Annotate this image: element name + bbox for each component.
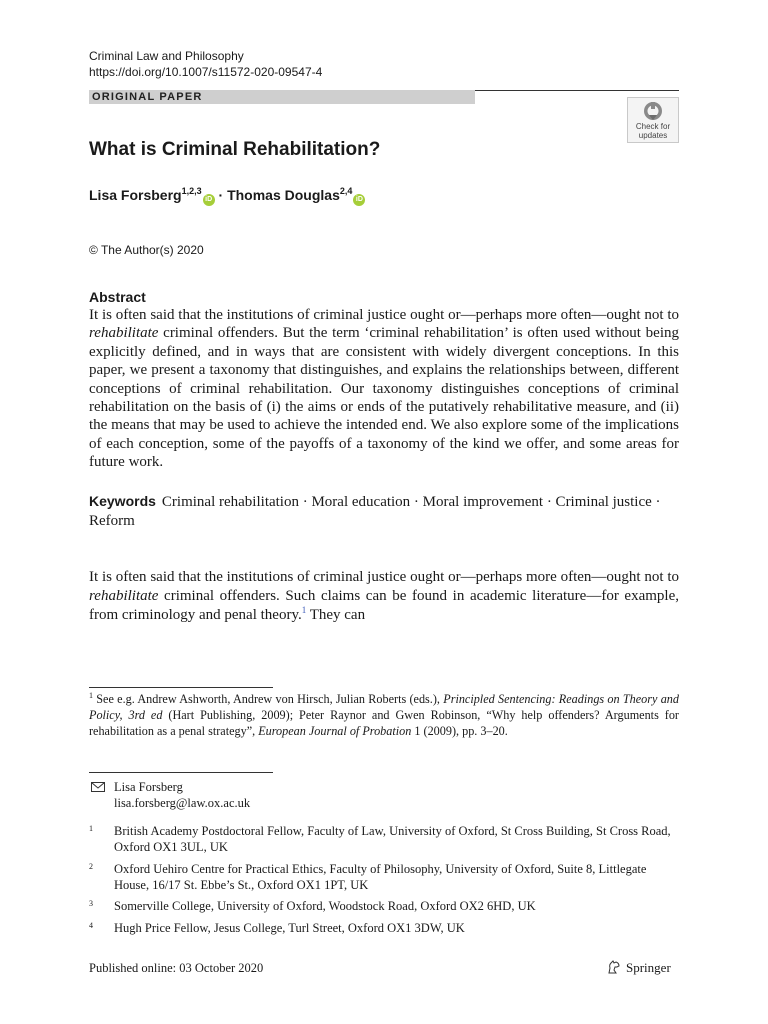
footnote-text-segment: See e.g. Andrew Ashworth, Andrew von Hirsch, Julian Roberts (eds.), bbox=[93, 692, 444, 706]
publisher-name: Springer bbox=[626, 960, 671, 975]
footnote-ref-link[interactable]: 1 bbox=[301, 604, 307, 615]
keywords-label: Keywords bbox=[89, 493, 156, 509]
body-text-segment: They can bbox=[306, 606, 366, 623]
abstract-text bbox=[89, 306, 679, 472]
author-separator: · bbox=[218, 187, 224, 203]
footnote bbox=[89, 691, 679, 739]
envelope-icon bbox=[91, 782, 105, 792]
doi-link[interactable]: https://doi.org/10.1007/s11572-020-09547-4 bbox=[89, 65, 323, 79]
check-updates-line: updates bbox=[638, 131, 668, 140]
affiliation-text: Hugh Price Fellow, Jesus College, Turl Street, Oxford OX1 3DW, UK bbox=[114, 921, 465, 935]
abstract-emphasis: rehabilitate bbox=[89, 325, 159, 342]
body-text-segment: criminal offenders. Such claims can be found in academic literature—for example, from criminology and penal theory. bbox=[89, 587, 679, 623]
abstract-text-segment: criminal offenders. But the term ‘criminal rehabilitation’ is often used without being explicitly defined, and in ways that are consistent with widely divergent conceptions. In this paper, we present a taxonomy that distinguishes, and explains the relationships between, different conceptions of criminal rehabilitation. Our taxonomy distinguishes conceptions of criminal rehabilitation on the basis of (i) the aims or ends of the putatively rehabilitative measure, and (ii) the means that may be used to achieve the intended end. We also explore some of the implications of each conception, some of the payoffs of a taxonomy of the kind we offer, and some areas for future work. bbox=[89, 325, 679, 471]
springer-horse-icon bbox=[606, 959, 622, 975]
affiliation-text: Somerville College, University of Oxford, Woodstock Road, Oxford OX2 6HD, UK bbox=[114, 899, 536, 913]
keywords-list: Criminal rehabilitation · Moral education · Moral improvement · Criminal justice · Reform bbox=[89, 494, 661, 529]
body-text-segment: It is often said that the institutions of criminal justice ought or—perhaps more often—ought not to bbox=[89, 569, 679, 585]
affiliation-number: 2 bbox=[89, 862, 93, 871]
orcid-icon[interactable]: iD bbox=[353, 194, 365, 206]
footnote-text-segment: 1 (2009), pp. 3–20. bbox=[411, 724, 508, 738]
paper-type-label: ORIGINAL PAPER bbox=[92, 91, 203, 103]
check-updates-icon bbox=[643, 101, 663, 121]
footnote-text-segment: (Hart Publishing, 2009); Peter Raynor and Gwen Robinson, “Why help offenders? Arguments for rehabilitation as a penal strategy”, bbox=[89, 708, 679, 738]
author-name[interactable]: Thomas Douglas bbox=[227, 187, 340, 203]
publisher-logo bbox=[606, 959, 671, 977]
affiliation-number: 4 bbox=[89, 921, 93, 930]
author-affiliation-ref[interactable]: 1,2,3 bbox=[181, 186, 202, 196]
body-paragraph bbox=[89, 568, 679, 624]
footnote-rule bbox=[89, 687, 273, 688]
check-updates-line: Check for bbox=[635, 122, 671, 131]
affiliation-number: 1 bbox=[89, 824, 93, 833]
abstract-text-segment: It is often said that the institutions of criminal justice ought or—perhaps more often—ought not to bbox=[89, 307, 679, 323]
corresponding-author-email[interactable]: lisa.forsberg@law.ox.ac.uk bbox=[114, 796, 251, 810]
paper-type-bar bbox=[89, 90, 475, 104]
author-name[interactable]: Lisa Forsberg bbox=[89, 187, 182, 203]
author-list bbox=[89, 185, 365, 206]
journal-name: Criminal Law and Philosophy bbox=[89, 49, 244, 63]
copyright-notice: © The Author(s) 2020 bbox=[89, 243, 204, 257]
check-for-updates-badge[interactable] bbox=[627, 97, 679, 143]
affiliation-number: 3 bbox=[89, 899, 93, 908]
published-date: Published online: 03 October 2020 bbox=[89, 961, 264, 975]
body-emphasis: rehabilitate bbox=[89, 587, 159, 604]
abstract-heading: Abstract bbox=[89, 289, 146, 305]
orcid-icon[interactable]: iD bbox=[203, 194, 215, 206]
corresponding-author-name: Lisa Forsberg bbox=[114, 780, 183, 794]
check-updates-text bbox=[628, 122, 678, 140]
footnote-italic: European Journal of Probation bbox=[258, 724, 412, 738]
keywords-section bbox=[89, 492, 679, 531]
author-affiliation-ref[interactable]: 2,4 bbox=[339, 186, 353, 196]
correspondence-rule bbox=[89, 772, 273, 773]
footnote-number: 1 bbox=[89, 691, 93, 700]
footnote-italic: Principled Sentencing: Readings on Theory and Policy, 3rd ed bbox=[89, 692, 679, 722]
affiliation-text: British Academy Postdoctoral Fellow, Faculty of Law, University of Oxford, St Cross Building, St Cross Road, Oxford OX1 3UL, UK bbox=[114, 824, 671, 854]
article-title: What is Criminal Rehabilitation? bbox=[89, 139, 381, 160]
affiliation-text: Oxford Uehiro Centre for Practical Ethics, Faculty of Philosophy, University of Oxford, Suite 8, Littlegate House, 16/17 St. Ebbe’s St., Oxford OX1 1PT, UK bbox=[114, 862, 647, 892]
